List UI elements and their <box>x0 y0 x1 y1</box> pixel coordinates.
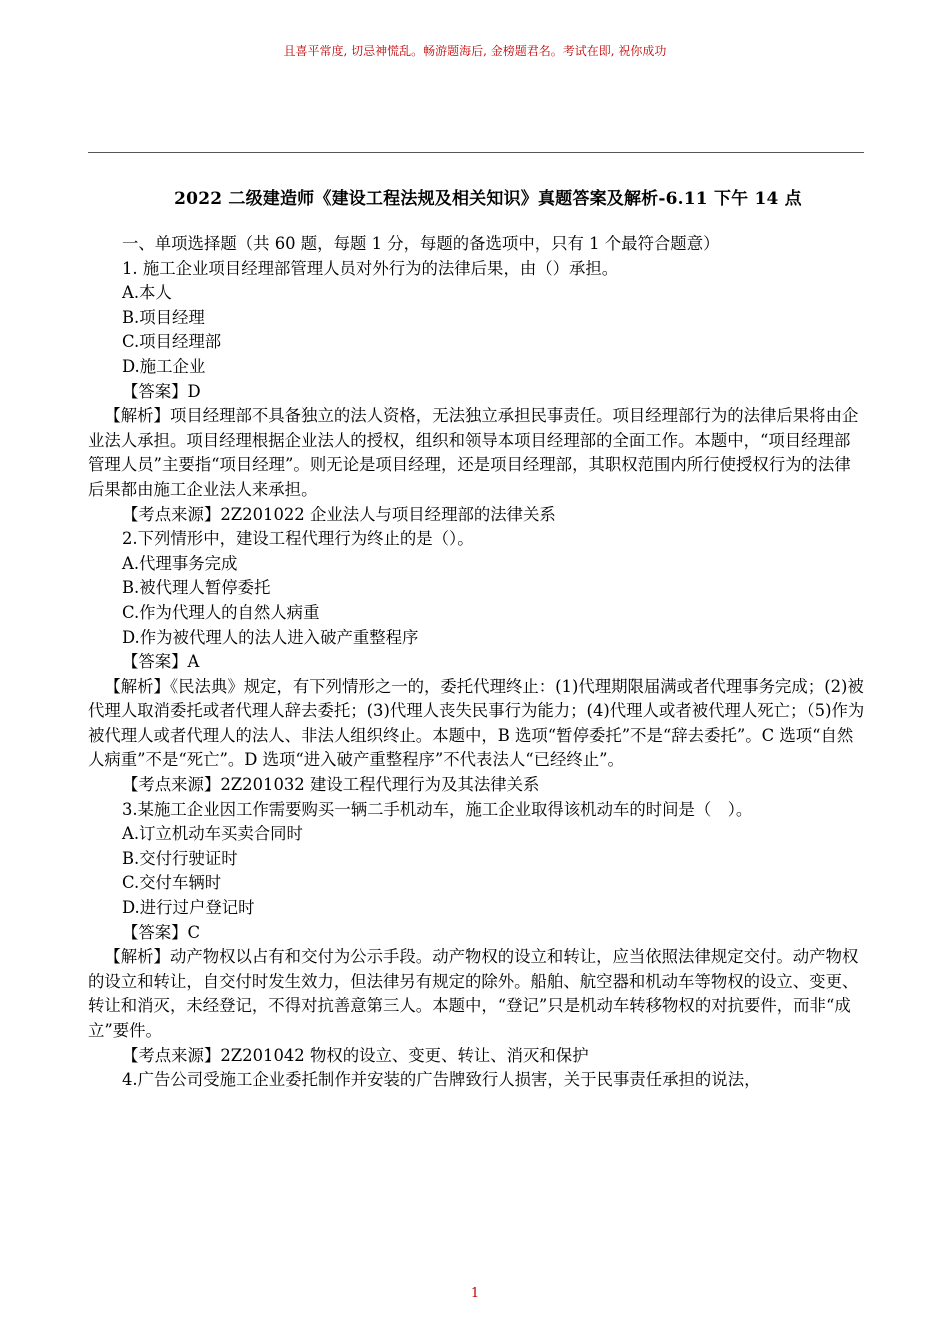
option-b: B.被代理人暂停委托 <box>122 578 271 598</box>
option-b: B.交付行驶证时 <box>122 848 238 868</box>
source: 【考点来源】2Z201022 企业法人与项目经理部的法律关系 <box>122 504 556 524</box>
option-b: B.项目经理 <box>122 307 205 327</box>
source: 【考点来源】2Z201042 物权的设立、变更、转让、消灭和保护 <box>122 1045 589 1065</box>
source: 【考点来源】2Z201032 建设工程代理行为及其法律关系 <box>122 775 540 795</box>
option-c: C.项目经理部 <box>122 332 222 352</box>
analysis: 【解析】动产物权以占有和交付为公示手段。动产物权的设立和转让，应当依照法律规定交付。动产物权的设立和转让，自交付时发生效力，但法律另有规定的除外。船舶、航空器和机动车等物权的设立、变更、转让和消灭，未经登记，不得对抗善意第三人。本题中，“登记”只是机动车转移物权的对抗要件，而非“成立”要件。 <box>88 947 859 1040</box>
question-stem: 3.某施工企业因工作需要购买一辆二手机动车，施工企业取得该机动车的时间是（ ）。 <box>122 799 753 819</box>
option-d: D.施工企业 <box>122 356 206 376</box>
question-stem: 1. 施工企业项目经理部管理人员对外行为的法律后果，由（）承担。 <box>122 258 619 278</box>
document-body <box>88 232 866 1093</box>
question-stem: 4.广告公司受施工企业委托制作并安装的广告牌致行人损害，关于民事责任承担的说法， <box>122 1070 761 1090</box>
question-stem: 2.下列情形中，建设工程代理行为终止的是（）。 <box>122 529 474 549</box>
option-c: C.作为代理人的自然人病重 <box>122 602 320 622</box>
answer: 【答案】C <box>122 922 201 942</box>
option-a: A.代理事务完成 <box>122 553 238 573</box>
option-d: D.进行过户登记时 <box>122 898 255 918</box>
analysis: 【解析】项目经理部不具备独立的法人资格，无法独立承担民事责任。项目经理部行为的法律后果将由企业法人承担。项目经理根据企业法人的授权，组织和领导本项目经理部的全面工作。本题中，“项目经理部管理人员”主要指“项目经理”。则无论是项目经理，还是项目经理部，其职权范围内所行使授权行为的法律后果都由施工企业法人来承担。 <box>88 406 859 499</box>
option-c: C.交付车辆时 <box>122 873 222 893</box>
option-a: A.本人 <box>122 283 172 303</box>
page-number: 1 <box>470 1286 480 1301</box>
analysis: 【解析】《民法典》规定，有下列情形之一的，委托代理终止：(1)代理期限届满或者代理事务完成；(2)被代理人取消委托或者代理人辞去委托；(3)代理人丧失民事行为能力；(4)代理人或者被代理人死亡；（5)作为被代理人或者代理人的法人、非法人组织终止。本题中，B 选项“暂停委托”不是“辞去委托”。C 选项“自然人病重”不是“死亡”。D 选项“进入破产重整程序”不代表法人“已经终止”。 <box>88 676 865 770</box>
option-a: A.订立机动车买卖合同时 <box>122 824 303 844</box>
option-d: D.作为被代理人的法人进入破产重整程序 <box>122 627 419 647</box>
header-divider <box>88 152 864 153</box>
answer: 【答案】A <box>122 652 200 672</box>
section-heading: 一、单项选择题（共 60 题，每题 1 分，每题的备选项中，只有 1 个最符合题意） <box>122 234 720 253</box>
document-title: 2022 二级建造师《建设工程法规及相关知识》真题答案及解析-6.11 下午 14 点 <box>174 189 802 209</box>
answer: 【答案】D <box>122 381 201 401</box>
header-motto: 且喜平常度, 切忌神慌乱。畅游题海后, 金榜题君名。考试在即, 祝你成功 <box>283 44 667 58</box>
